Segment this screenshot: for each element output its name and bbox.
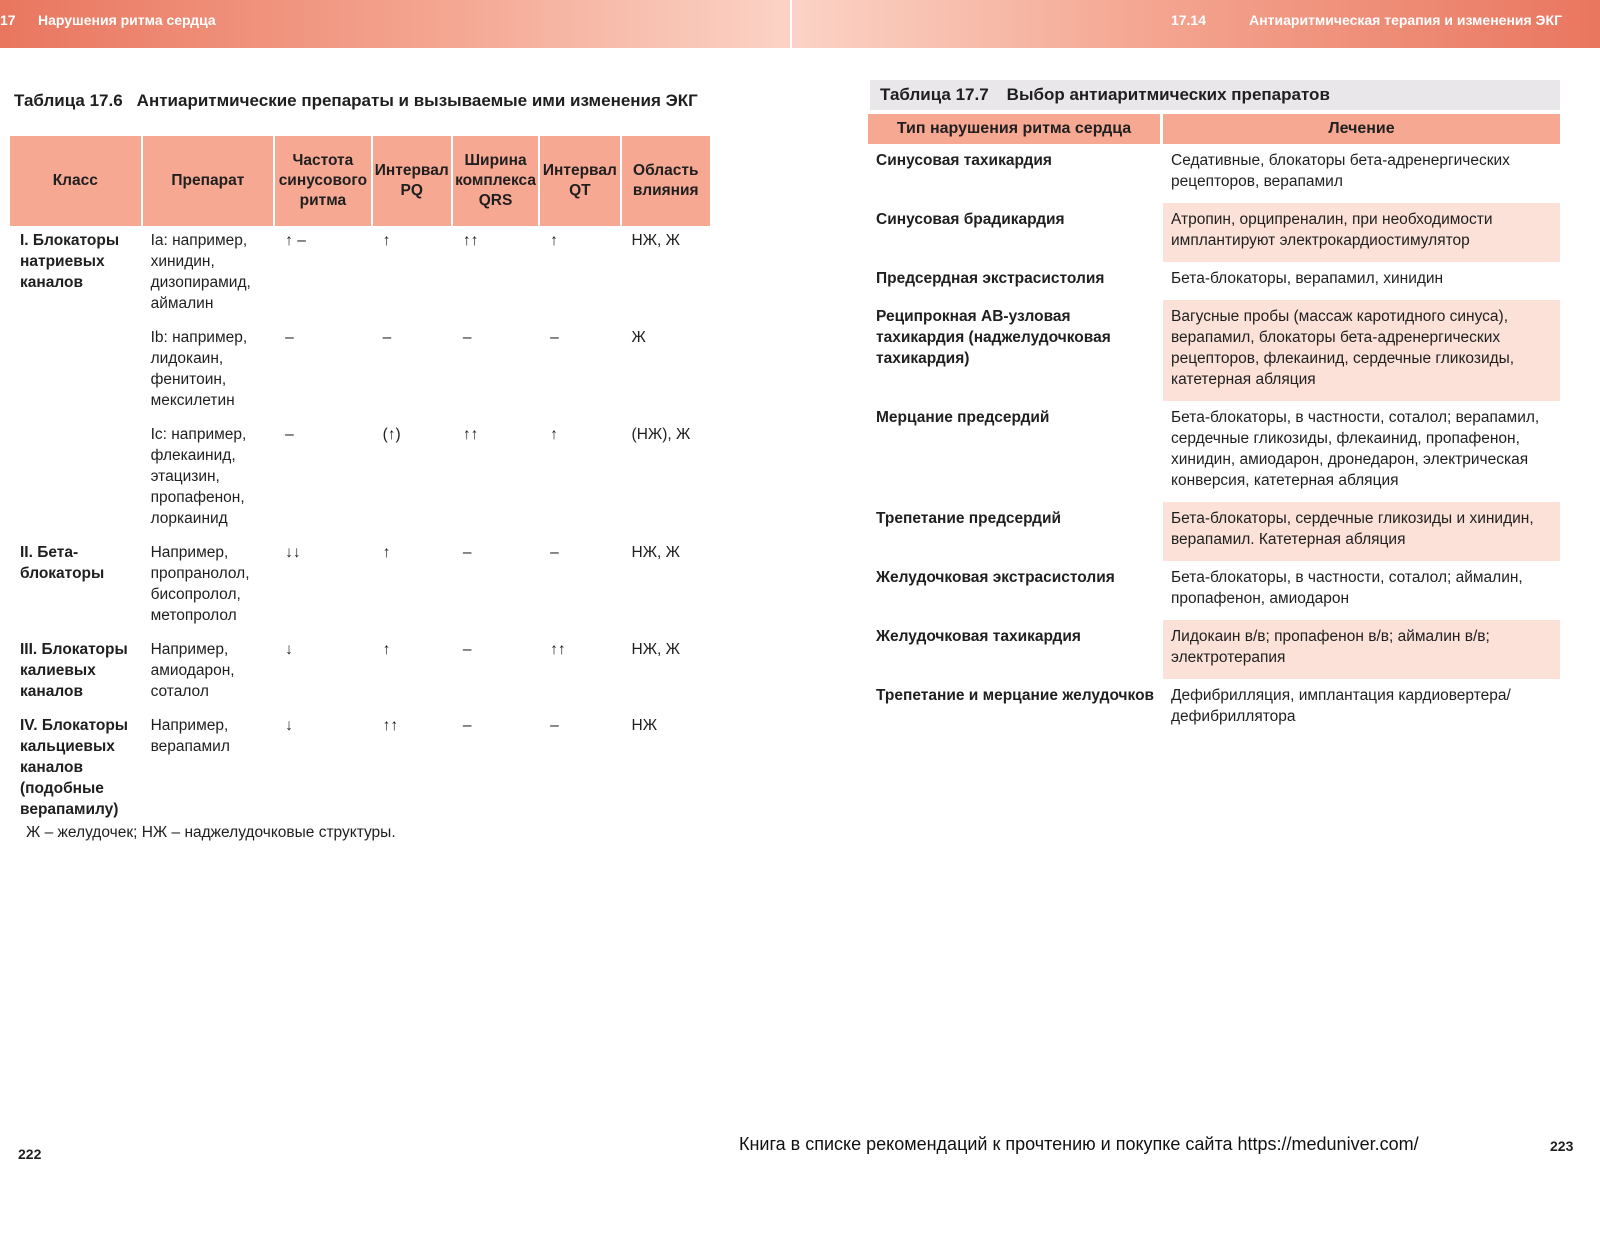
rhythm-disorder: Трепетание предсердий xyxy=(876,510,1062,527)
table-row xyxy=(868,679,1560,738)
treatment: Бета-блокаторы, в частности, соталол; аймалин, пропафенон, амиодарон xyxy=(1171,569,1523,607)
treatment: Вагусные пробы (массаж каротидного синуса), верапамил, блокаторы бета-адренергических рецепторов, флекаинид, сердечные гликозиды, катетерная абляция xyxy=(1163,300,1560,401)
running-header-right xyxy=(792,0,1600,48)
qt-effect: – xyxy=(550,544,559,561)
table-row xyxy=(868,300,1560,401)
chapter-title: Нарушения ритма сердца xyxy=(38,12,216,28)
treatment: Бета-блокаторы, верапамил, хинидин xyxy=(1171,270,1444,287)
treatment: Бета-блокаторы, сердечные гликозиды и хинидин, верапамил. Катетерная абляция xyxy=(1163,502,1560,561)
pq-effect: ↑↑ xyxy=(382,717,399,734)
qrs-effect: – xyxy=(462,717,472,734)
qrs-effect: ↑↑ xyxy=(462,232,479,249)
table-row xyxy=(10,226,710,323)
sinus-rate-effect: ↓ xyxy=(285,641,293,658)
drug-class: III. Блокаторы калиевых каналов xyxy=(20,641,128,700)
treatment: Бета-блокаторы, в частности, соталол; верапамил, сердечные гликозиды, флекаинид, пропафенон, хинидин, амиодарон, дронедарон, электрическая конверсия, катетерная абляция xyxy=(1171,409,1540,489)
area-of-effect: Ж xyxy=(631,329,646,346)
area-of-effect: НЖ, Ж xyxy=(631,232,680,249)
qt-effect: ↑ xyxy=(550,426,558,443)
treatment: Дефибрилляция, имплантация кардиовертера/дефибриллятора xyxy=(1171,687,1511,725)
rhythm-disorder: Синусовая брадикардия xyxy=(876,211,1065,228)
column-header-pq: Интервал PQ xyxy=(373,136,453,226)
drug-selection-table xyxy=(868,114,1560,738)
treatment: Лидокаин в/в; пропафенон в/в; аймалин в/в; электротерапия xyxy=(1163,620,1560,679)
table-row xyxy=(868,144,1560,203)
drug-examples: Например, пропранолол, бисопролол, метопролол xyxy=(150,544,250,624)
sinus-rate-effect: ↓↓ xyxy=(285,544,301,561)
rhythm-disorder: Предсердная экстрасистолия xyxy=(876,270,1105,287)
qt-effect: – xyxy=(550,329,559,346)
drug-class: II. Бета-блокаторы xyxy=(20,544,105,582)
sinus-rate-effect: ↑ – xyxy=(285,232,306,249)
table-row xyxy=(868,561,1560,620)
table-title: Выбор антиаритмических препаратов xyxy=(1006,85,1330,104)
column-header-area: Область влияния xyxy=(622,136,710,226)
table-row xyxy=(10,538,710,635)
area-of-effect: НЖ, Ж xyxy=(631,641,680,658)
table-row xyxy=(868,262,1560,300)
table-row xyxy=(10,635,710,711)
column-header-treatment: Лечение xyxy=(1163,114,1560,144)
rhythm-disorder: Желудочковая экстрасистолия xyxy=(876,569,1115,586)
drug-class xyxy=(10,420,143,538)
table-row xyxy=(10,420,710,538)
qrs-effect: ↑↑ xyxy=(462,426,479,443)
pq-effect: ↑ xyxy=(382,641,391,658)
table-row xyxy=(868,203,1560,262)
rhythm-disorder: Синусовая тахикардия xyxy=(876,152,1052,169)
treatment: Атропин, орципреналин, при необходимости имплантируют электрокардиостимулятор xyxy=(1163,203,1560,262)
column-header-qt: Интервал QT xyxy=(540,136,621,226)
rhythm-disorder: Мерцание предсердий xyxy=(876,409,1050,426)
table-header-row xyxy=(868,114,1560,144)
sinus-rate-effect: – xyxy=(285,329,294,346)
treatment: Седативные, блокаторы бета-адренергических рецепторов, верапамил xyxy=(1171,152,1510,190)
table-17-7-caption xyxy=(870,80,1560,110)
sinus-rate-effect: – xyxy=(285,426,294,443)
column-header-class: Класс xyxy=(10,136,143,226)
rhythm-disorder: Трепетание и мерцание желудочков xyxy=(876,687,1155,704)
pq-effect: (↑) xyxy=(382,426,401,443)
drug-class: I. Блокаторы натриевых каналов xyxy=(20,232,120,291)
table-row xyxy=(10,323,710,420)
pq-effect: ↑ xyxy=(382,232,391,249)
drug-examples: Ic: например, флекаинид, этацизин, пропафенон, лоркаинид xyxy=(150,426,247,527)
qt-effect: ↑↑ xyxy=(550,641,566,658)
table-row xyxy=(868,502,1560,561)
column-header-disorder: Тип нарушения ритма сердца xyxy=(868,114,1163,144)
table-header-row xyxy=(10,136,710,226)
drug-examples: Например, амиодарон, соталол xyxy=(150,641,235,700)
table-number: Таблица 17.7 xyxy=(880,85,989,104)
column-header-qrs: Ширина комплекса QRS xyxy=(453,136,540,226)
section-title: Антиаритмическая терапия и изменения ЭКГ xyxy=(1249,12,1562,28)
drug-examples: Например, верапамил xyxy=(150,717,230,755)
section-number: 17.14 xyxy=(1170,12,1206,28)
page-number-left: 222 xyxy=(18,1146,42,1162)
page-number-right: 223 xyxy=(1550,1138,1574,1154)
drug-class: IV. Блокаторы кальциевых каналов (подобные верапамилу) xyxy=(20,717,129,818)
chapter-number: 17 xyxy=(0,12,16,28)
qrs-effect: – xyxy=(462,544,472,561)
column-header-sinus-rate: Частота синусового ритма xyxy=(275,136,372,226)
area-of-effect: НЖ xyxy=(631,717,658,734)
drug-examples: Ia: например, хинидин, дизопирамид, аймалин xyxy=(150,232,251,312)
pq-effect: – xyxy=(382,329,392,346)
promo-text: Книга в списке рекомендаций к прочтению и покупке сайта https://meduniver.com/ xyxy=(739,1134,1419,1154)
qt-effect: ↑ xyxy=(550,232,558,249)
area-of-effect: (НЖ), Ж xyxy=(631,426,691,443)
table-title: Антиаритмические препараты и вызываемые ими изменения ЭКГ xyxy=(136,91,698,110)
drug-class xyxy=(10,323,143,420)
rhythm-disorder: Желудочковая тахикардия xyxy=(876,628,1081,645)
sinus-rate-effect: ↓ xyxy=(285,717,293,734)
table-row xyxy=(868,620,1560,679)
running-header-left xyxy=(0,0,790,48)
qt-effect: – xyxy=(550,717,559,734)
column-header-drug: Препарат xyxy=(143,136,276,226)
area-of-effect: НЖ, Ж xyxy=(631,544,680,561)
pq-effect: ↑ xyxy=(382,544,391,561)
rhythm-disorder: Реципрокная АВ-узловая тахикардия (наджелудочковая тахикардия) xyxy=(876,308,1111,367)
table-row xyxy=(868,401,1560,502)
table-17-6-caption xyxy=(14,90,714,111)
qrs-effect: – xyxy=(462,329,472,346)
table-number: Таблица 17.6 xyxy=(14,91,123,110)
table-row xyxy=(10,711,710,829)
table-footnote: Ж – желудочек; НЖ – наджелудочковые структуры. xyxy=(26,824,396,841)
qrs-effect: – xyxy=(462,641,472,658)
drug-examples: Ib: например, лидокаин, фенитоин, мексилетин xyxy=(150,329,248,409)
antiarrhythmic-drugs-table xyxy=(10,136,710,829)
